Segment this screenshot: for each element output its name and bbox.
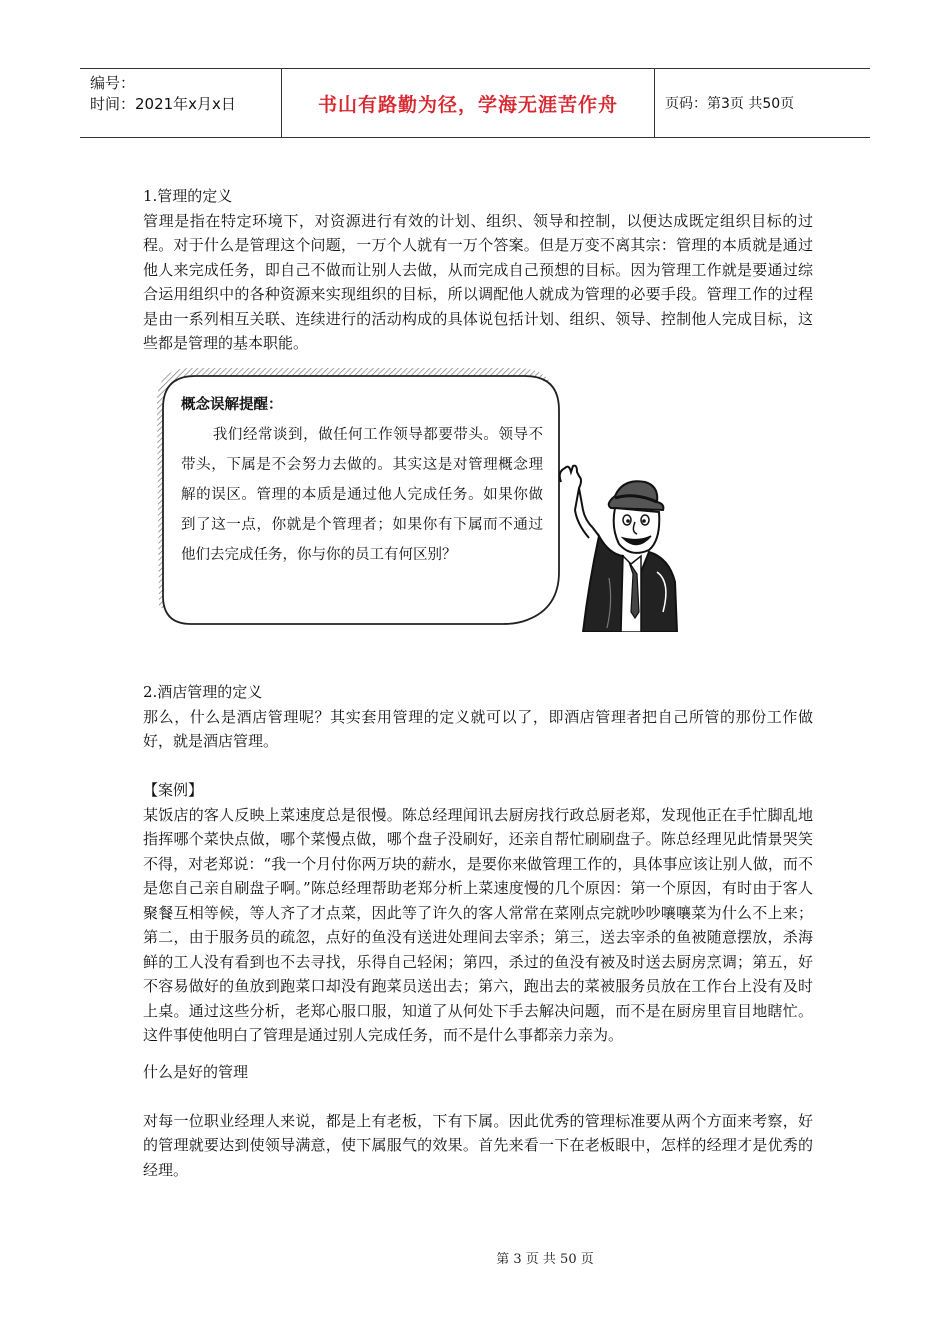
spacer bbox=[143, 1048, 813, 1060]
header-meta-cell bbox=[80, 69, 282, 137]
callout-title: 概念误解提醒： bbox=[181, 397, 283, 413]
case-body: 某饭店的客人反映上菜速度总是很慢。陈总经理闻讯去厨房找行政总厨老郑，发现他正在手忙脚乱地指挥哪个菜快点做，哪个菜慢点做，哪个盘子没刷好，还亲自帮忙刷刷盘子。陈总经理见此情景哭笑不得，对老郑说：“我一个月付你两万块的薪水，是要你来做管理工作的，具体事应该让别人做，而不是您自己亲自刷盘子啊。”陈总经理帮助老郑分析上菜速度慢的几个原因：第一个原因，有时由于客人聚餐互相等候，等人齐了才点菜，因此等了许久的客人常常在菜刚点完就吵吵嚷嚷菜为什么不上来；第二，由于服务员的疏忽，点好的鱼没有送进处理间去宰杀；第三，送去宰杀的鱼被随意摆放，杀海鲜的工人没有看到也不去寻找，乐得自己轻闲；第四，杀过的鱼没有被及时送去厨房烹调；第五，好不容易做好的鱼放到跑菜口却没有跑菜员送出去；第六，跑出去的菜被服务员放在工作台上没有及时上桌。通过这些分析，老郑心服口服，知道了从何处下手去解决问题，而不是在厨房里盲目地瞎忙。这件事使他明白了管理是通过别人完成任务，而不是什么事都亲力亲为。 bbox=[143, 805, 813, 1044]
callout-body: 我们经常谈到，做任何工作领导都要带头。领导不带头，下属是不会努力去做的。其实这是对管理概念理解的误区。管理的本质是通过他人完成任务。如果你做到了这一点，你就是个管理者；如果你有下属而不通过他们去完成任务，你与你的员工有何区别？ bbox=[181, 427, 543, 563]
section-management-definition bbox=[143, 184, 813, 356]
document-date: 时间：2021年x月x日 bbox=[90, 95, 236, 113]
page-header bbox=[80, 68, 870, 138]
good-management-body: 对每一位职业经理人来说，都是上有老板，下有下属。因此优秀的管理标准要从两个方面来考察，好的管理就要达到使领导满意，使下属服气的效果。首先来看一下在老板眼中，怎样的经理才是优秀的经理。 bbox=[143, 1111, 813, 1179]
cartoon-man-illustration bbox=[553, 462, 681, 632]
section-body: 管理是指在特定环境下，对资源进行有效的计划、组织、领导和控制，以便达成既定组织目标的过程。对于什么是管理这个问题，一万个人就有一万个答案。但是万变不离其宗：管理的本质就是通过他人来完成任务，即自己不做而让别人去做，从而完成自己预想的目标。因为管理工作就是要通过综合运用组织中的各种资源来实现组织的目标，所以调配他人就成为管理的必要手段。管理工作的过程是由一系列相互关联、连续进行的活动构成的具体说包括计划、组织、领导、控制他人完成目标，这些都是管理的基本职能。 bbox=[143, 211, 813, 352]
good-management-heading: 什么是好的管理 bbox=[143, 1062, 249, 1081]
section-hotel-management bbox=[143, 680, 813, 1182]
section-heading: 1.管理的定义 bbox=[143, 187, 233, 205]
section-body: 那么，什么是酒店管理呢？其实套用管理的定义就可以了，即酒店管理者把自己所管的那份工作做好，就是酒店管理。 bbox=[143, 707, 813, 750]
callout-text bbox=[181, 390, 543, 570]
concept-reminder-callout bbox=[147, 362, 567, 630]
header-page-info: 页码：第3页 共50页 bbox=[665, 96, 795, 112]
spacer bbox=[143, 754, 813, 779]
header-motto: 书山有路勤为径，学海无涯苦作舟 bbox=[282, 69, 655, 137]
case-label: 【案例】 bbox=[143, 781, 204, 799]
spacer bbox=[143, 1084, 813, 1109]
document-number-label: 编号： bbox=[90, 74, 136, 92]
page-footer: 第 3 页 共 50 页 bbox=[496, 1252, 594, 1267]
section-heading: 2.酒店管理的定义 bbox=[143, 683, 263, 701]
